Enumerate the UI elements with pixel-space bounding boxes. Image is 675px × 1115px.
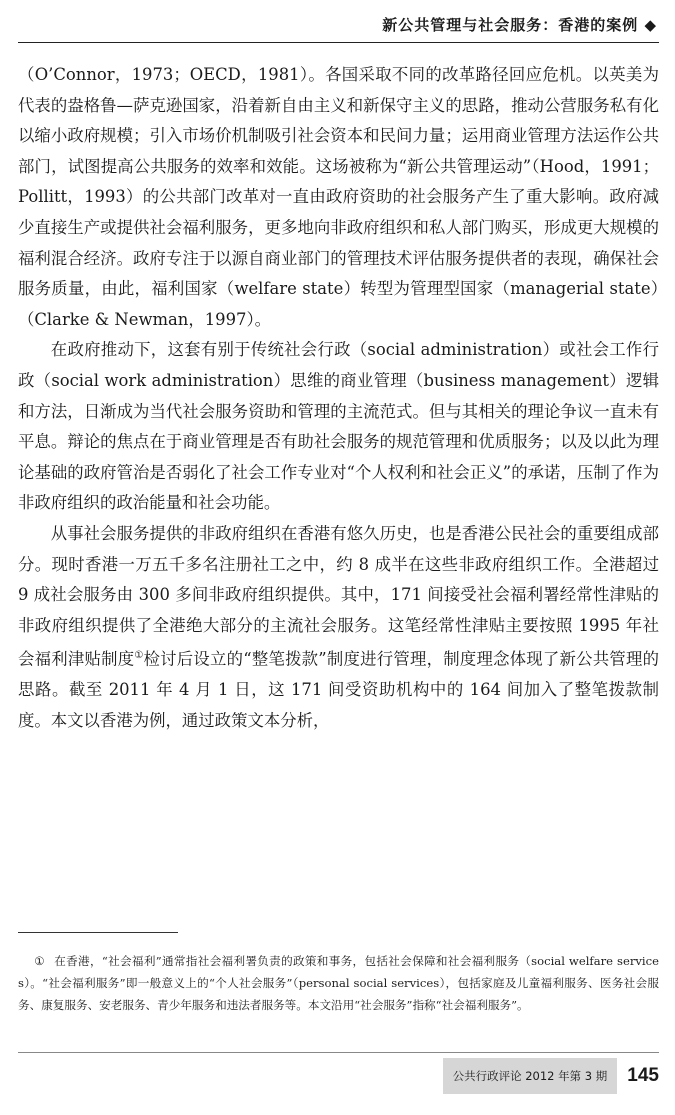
- body-text: [18, 60, 659, 737]
- paragraph-3-part-2: 检讨后设立的“整笔拨款”制度进行管理，制度理念体现了新公共管理的思路。截至 2011 年 4 月 1 日，这 171 间受资助机构中的 164 间加入了整笔拨款制度。本文以香港为例，通过政策文本分析，: [18, 649, 660, 730]
- footnote-divider: [18, 932, 178, 933]
- paragraph-3-part-1: 从事社会服务提供的非政府组织在香港有悠久历史，也是香港公民社会的重要组成部分。现时香港一万五千多名注册社工之中，约 8 成半在这些非政府组织工作。全港超过 9 成社会服务由 300 多间非政府组织提供。其中，171 间接受社会福利署经常性津贴的非政府组织提供了全港绝大部分的主流社会服务。这笔经常性津贴主要按照 1995 年社会福利津贴制度: [18, 523, 659, 669]
- page-number: 145: [627, 1065, 659, 1086]
- footnote: [18, 950, 659, 1016]
- footer-divider: [18, 1052, 659, 1053]
- footnote-mark: ①: [34, 954, 45, 968]
- footnote-reference[interactable]: ①: [134, 650, 144, 662]
- paragraph-1: （O’Connor，1973；OECD，1981）。各国采取不同的改革路径回应危机。以英美为代表的盎格鲁—萨克逊国家，沿着新自由主义和新保守主义的思路，推动公营服务私有化以缩小政府规模；引入市场价机制吸引社会资本和民间力量；运用商业管理方法运作公共部门，试图提高公共服务的效率和效能。这场被称为“新公共管理运动”（Hood，1991；Pollitt，1993）的公共部门改革对一直由政府资助的社会服务产生了重大影响。政府减少直接生产或提供社会福利服务，更多地向非政府组织和私人部门购买，形成更大规模的福利混合经济。政府专注于以源自商业部门的管理技术评估服务提供者的表现，确保社会服务质量，由此，福利国家（welfare state）转型为管理型国家（managerial state）（Clarke & Newman，1997）。: [18, 65, 659, 329]
- paragraph-3: [18, 519, 659, 737]
- journal-label: 公共行政评论 2012 年第 3 期: [443, 1058, 618, 1094]
- header-divider: [18, 42, 659, 43]
- footnote-text: 在香港，“社会福利”通常指社会福利署负责的政策和事务，包括社会保障和社会福利服务（social welfare services）。“社会福利服务”即一般意义上的“个人社会服务”（personal social services），包括家庭及儿童福利服务、医务社会服务、康复服务、安老服务、青少年服务和违法者服务等。本文沿用“社会服务”指称“社会福利服务”。: [18, 954, 659, 1012]
- running-header: 新公共管理与社会服务：香港的案例 ◆: [382, 16, 657, 34]
- paragraph-2: 在政府推动下，这套有别于传统社会行政（social administration）或社会工作行政（social work administration）思维的商业管理（business management）逻辑和方法，日渐成为当代社会服务资助和管理的主流范式。但与其相关的理论争议一直未有平息。辩论的焦点在于商业管理是否有助社会服务的规范管理和优质服务；以及以此为理论基础的政府管治是否弱化了社会工作专业对“个人权利和社会正义”的承诺，压制了作为非政府组织的政治能量和社会功能。: [18, 340, 659, 513]
- page-footer: [443, 1058, 659, 1094]
